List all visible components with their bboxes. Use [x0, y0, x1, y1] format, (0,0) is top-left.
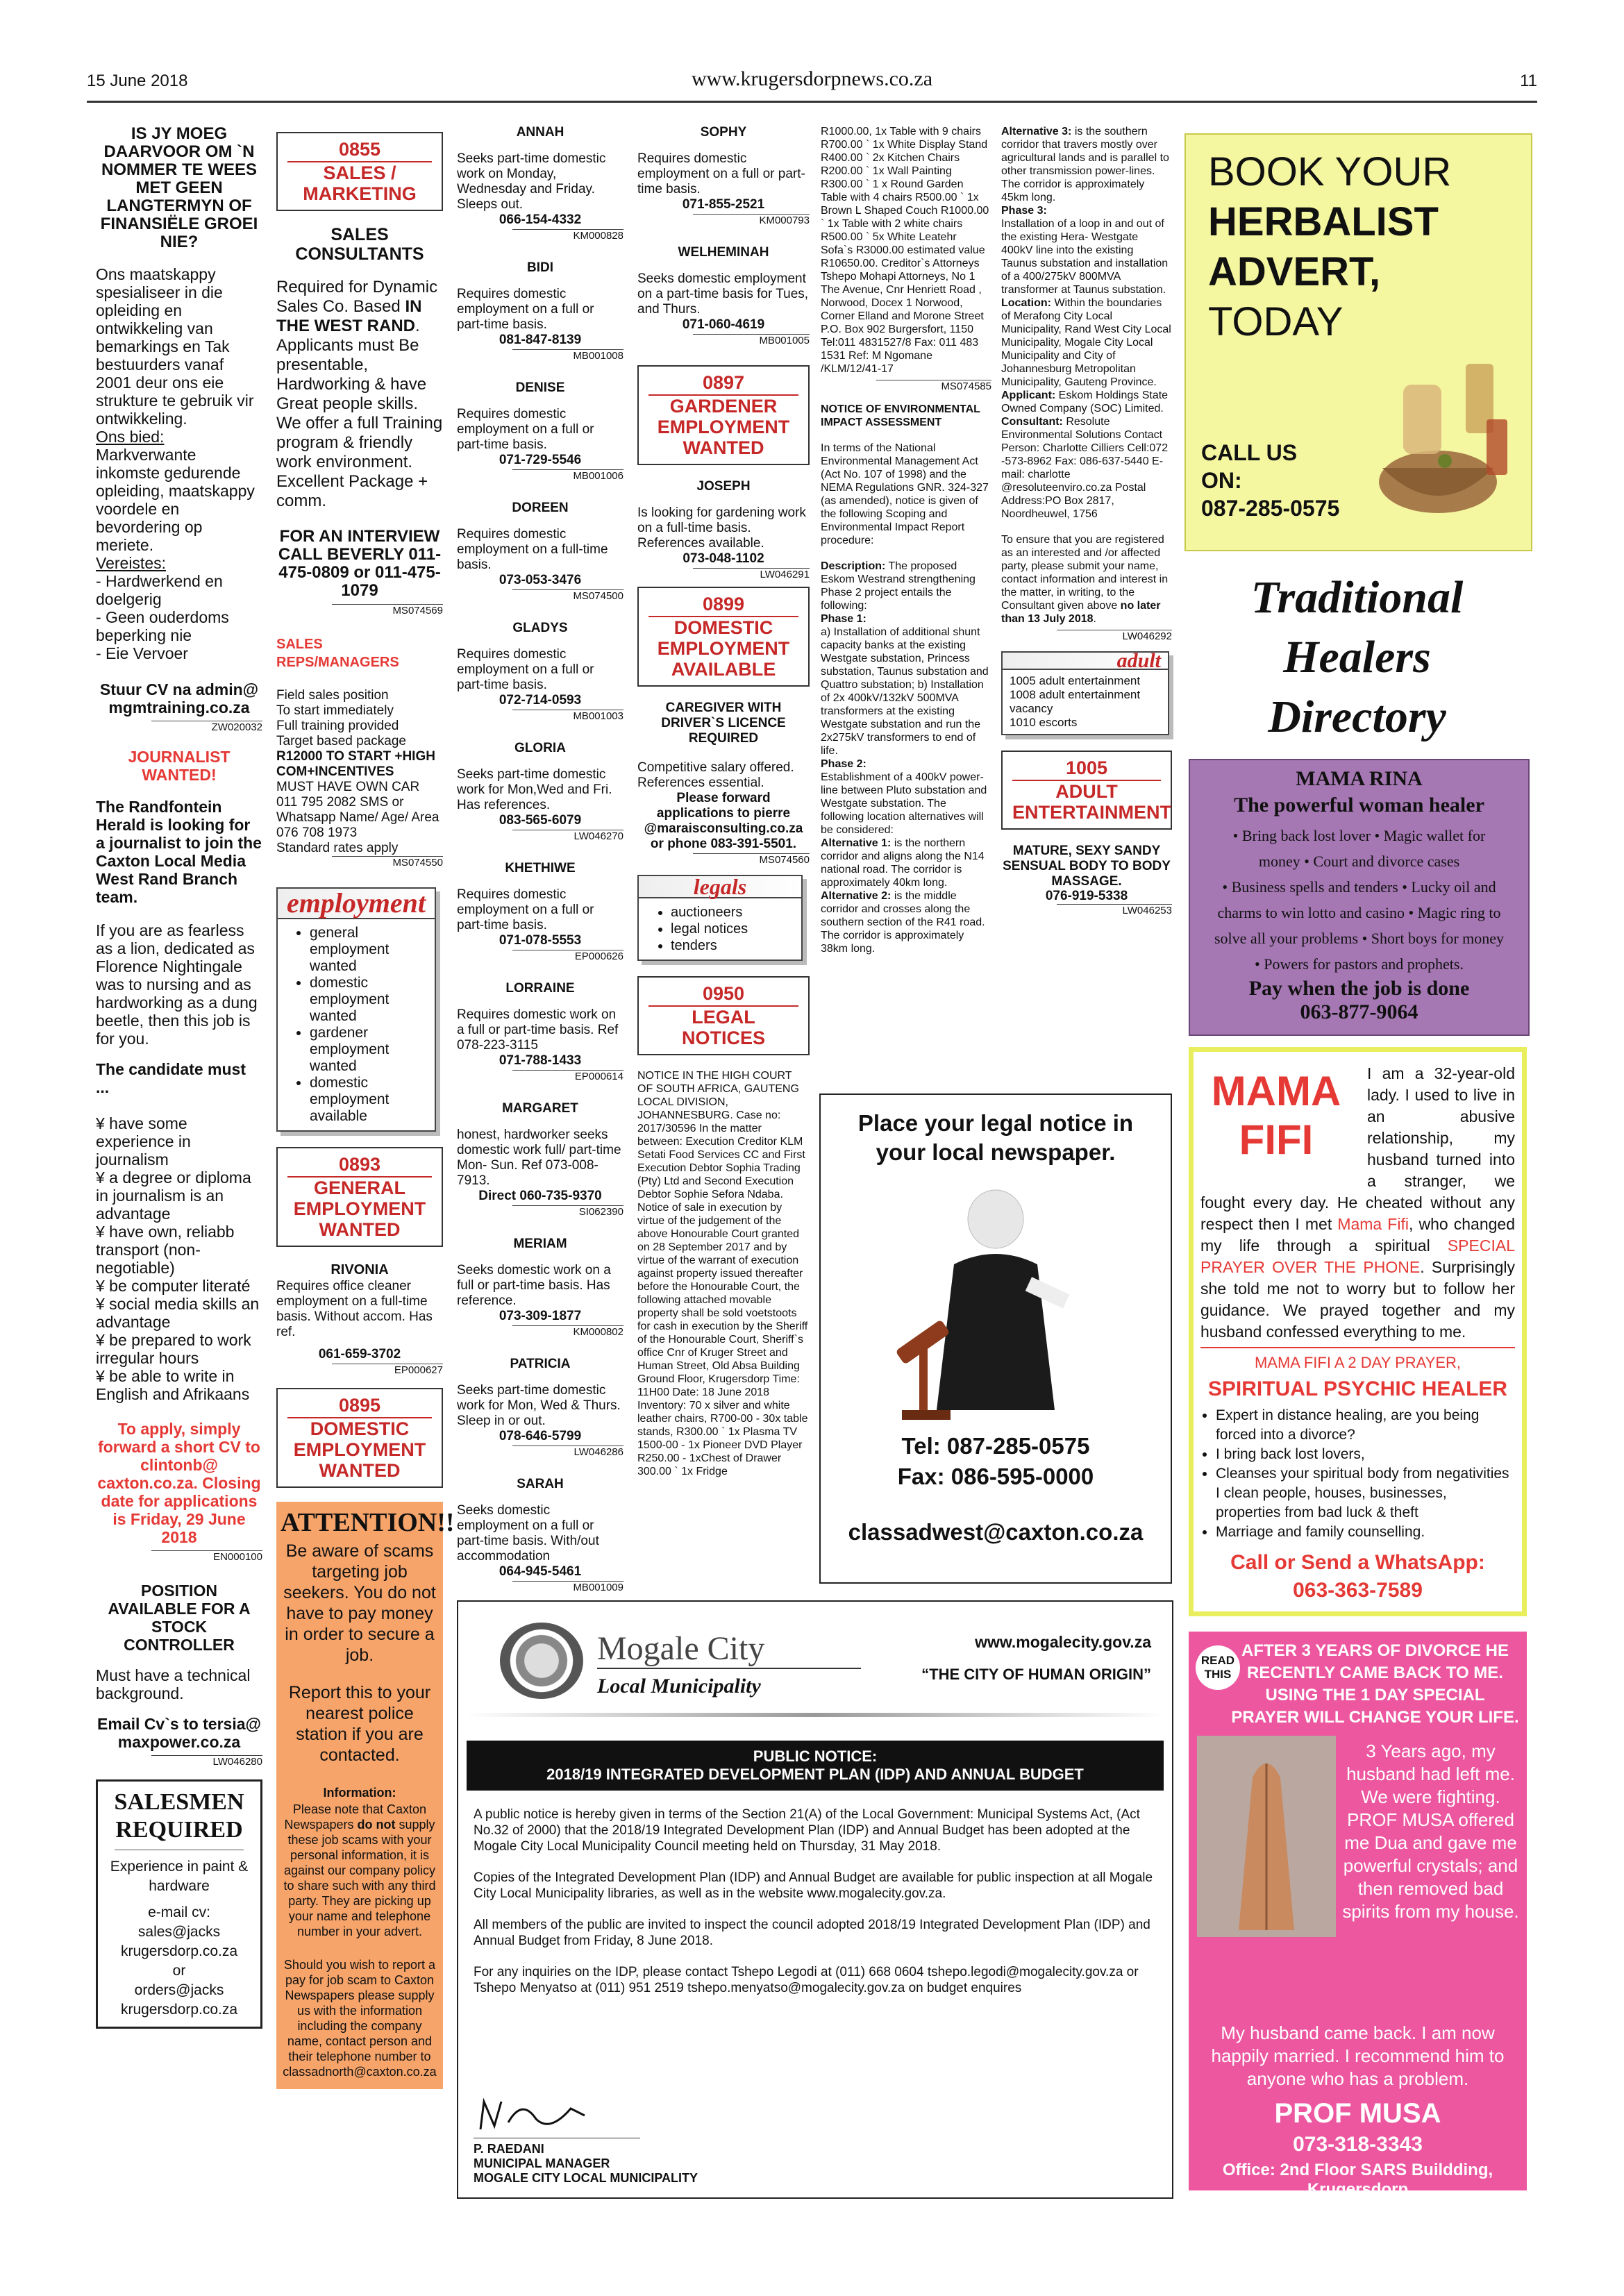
employment-index	[276, 887, 436, 1132]
index-item[interactable]: • domestic employment wanted	[310, 975, 435, 1025]
ad-text: The candidate must ...	[96, 1060, 246, 1096]
ad-heading: Place your legal notice in	[857, 1110, 1134, 1136]
listing-text: Seeks part-time domestic work on Monday, Wednesday and Friday. Sleeps out.	[457, 151, 606, 212]
listing-text: Requires domestic employment on a full-time basis.	[457, 527, 608, 572]
interview-call[interactable]: FOR AN INTERVIEW CALL BEVERLY 011- 475-0809 or 011-475-1079	[278, 527, 442, 600]
ad-ref: MB001005	[693, 334, 810, 347]
pay-line: Pay when the job is done	[1248, 977, 1470, 1000]
site-url[interactable]: www.krugersdorpnews.co.za	[691, 67, 933, 90]
ad-ref: MS074560	[693, 853, 810, 866]
category-number: 0855	[338, 139, 381, 160]
contact-email[interactable]: orders@jacks krugersdorp.co.za	[120, 1982, 238, 2018]
listing-name: SOPHY	[700, 125, 747, 140]
testimonial-text: 3 Years ago, my husband had left me. We were fighting. PROF MUSA offered me Dua and gave me powerful crystals; and then removed bad spirits from my house.	[1342, 1741, 1519, 1922]
listing-name: WELHEMINAH	[678, 245, 769, 260]
listing-name: DOREEN	[512, 501, 569, 515]
listing-text: Requires domestic work on a full or part-time basis. Ref 078-223-3115	[457, 1007, 619, 1053]
municipality-slogan: “THE CITY OF HUMAN ORIGIN”	[921, 1666, 1151, 1683]
service-line: charms to win lotto and casino • Magic ring to	[1217, 904, 1501, 921]
listing-phone[interactable]: 073-053-3476	[499, 573, 582, 587]
list-item: ¥ be computer literaté	[96, 1277, 251, 1295]
category-label: LEGAL NOTICES	[648, 1005, 798, 1048]
index-item[interactable]: 1008 adult entertainment vacancy	[1010, 688, 1141, 715]
listing-item	[457, 260, 623, 362]
ad-text: Experience in paint & hardware	[110, 1859, 249, 1894]
category-number: 0897	[702, 372, 745, 393]
page-header	[87, 66, 1537, 103]
listing-name: MARGARET	[502, 1101, 578, 1116]
ad-text: MUST HAVE OWN CAR	[276, 780, 420, 794]
ad-ref: KM000793	[693, 214, 810, 227]
ad-ref: MS074550	[332, 856, 443, 869]
listing-phone[interactable]: 071-060-4619	[682, 317, 765, 332]
subheading: Vereistes:	[96, 554, 166, 572]
category-label: GARDENER EMPLOYMENT WANTED	[648, 394, 798, 458]
herbal-bottles-icon	[1362, 343, 1521, 523]
mama-fifi-ad	[1189, 1047, 1527, 1616]
ad-text: Target based package	[276, 734, 406, 748]
contact-phone[interactable]: 073-318-3343	[1293, 2133, 1423, 2156]
listing-name: DENISE	[515, 380, 565, 395]
service-line: money • Court and divorce cases	[1258, 853, 1460, 870]
category-label: DOMESTIC EMPLOYMENT AVAILABLE	[648, 616, 798, 680]
listing-item	[637, 125, 810, 227]
domestic-listings	[637, 125, 810, 347]
service-line: • Powers for pastors and prophets.	[1255, 955, 1464, 973]
ad-text: The Randfontein Herald is looking for a journalist to join the Caxton Local Media West Rand Branch team.	[96, 798, 262, 906]
municipality-url[interactable]: www.mogalecity.gov.za	[975, 1633, 1151, 1651]
notice-paragraph: For any inquiries on the IDP, please contact Tshepo Legodi at (011) 668 0604 tshepo.legodi@mogalecity.gov.za or Tshepo Menyatso at (011) 951 2519 tshepo.menyatso@mogalecity.gov.za on budget enquires	[474, 1965, 1139, 1995]
notice-paragraph: Copies of the Integrated Development Plan (IDP) and Annual Budget are available for public inspection at all Mogale City Local Municipality libraries, as well as in the website www.mogalecity.gov.za.	[474, 1870, 1153, 1901]
listing-phone[interactable]: 083-565-6079	[499, 813, 582, 828]
ad-text-bold: IN THE WEST RAND	[276, 297, 422, 335]
notice-label: Location:	[1001, 297, 1051, 309]
ad-text: Full training provided	[276, 719, 399, 733]
listing-name: ANNAH	[516, 125, 564, 140]
ad-ref: LW046292	[1057, 630, 1172, 643]
notice-label: Alternative 3:	[1001, 126, 1072, 137]
signatory-name: P. RAEDANI	[474, 2142, 544, 2156]
category-label: ADULT ENTERTAINMENT	[1012, 781, 1171, 823]
subheading: Ons bied:	[96, 428, 165, 446]
deadline: no later than 13 July 2018	[1001, 600, 1161, 625]
notice-text: In terms of the National Environmental Management Act (Act No. 107 of 1998) and the NEMA Regulations GNR. 324-327 (as amended), notice is given of the following Scoping and Environmental Impact Report procedure:	[821, 442, 989, 546]
category-box-0950	[637, 976, 810, 1055]
notice-text: is the northern corridor and aligns along the N14 national road. The corridor is approximately 40km long.	[821, 837, 985, 889]
testimonial-highlight: SPECIAL PRAYER OVER THE PHONE	[1200, 1237, 1515, 1276]
listing-phone[interactable]: 071-078-5553	[499, 933, 582, 948]
signatory-title: MUNICIPAL MANAGER	[474, 2156, 610, 2170]
ad-ref: LW046253	[1057, 904, 1172, 917]
testimonial-text: , who changed my life through a spiritual	[1200, 1215, 1515, 1255]
listing-text: Seeks domestic employment on a full or part-time basis. With/out accommodation	[457, 1503, 599, 1564]
directory-title-line: Healers	[1283, 632, 1431, 682]
ad-ref: EP000614	[512, 1070, 623, 1083]
apply-info[interactable]: To apply, simply forward a short CV to clintonb@ caxton.co.za. Closing date for applications is Friday, 29 June 2018	[97, 1420, 261, 1546]
prof-musa-ad	[1189, 1632, 1527, 2199]
contact-email[interactable]: classadwest@caxton.co.za	[848, 1519, 1144, 1545]
list-item: ¥ be able to write in English and Afrikaans	[96, 1367, 250, 1403]
healers-directory-title	[1184, 568, 1530, 747]
list-item: ¥ a degree or diploma in journalism is an advantage	[96, 1168, 251, 1223]
ad-ref: EP000626	[512, 950, 623, 963]
ad-text: Field sales position	[276, 688, 389, 703]
legals-index	[637, 875, 803, 961]
court-notice-cont: R1000.00, 1x Table with 9 chairs R700.00 ` 1x White Display Stand R400.00 ` 2x Kitchen Chairs R200.00 ` 1x Wall Painting R300.00 ` 1 x Round Garden Table with 4 chairs R500.00 ` 1x Brown L Shaped Couch R1000.00 ` 1x Table with 2 white chairs R500.00 ` 5x White Leatehr Sofa`s R3000.00 estimated value R10650.00. Creditor`s Attorneys Tshepo Mohapi Attorneys, No 1 The Avenue, Cnr Henriett Road , Norwood, Docex 1 Norwood, Corner Elland and Morone Street P.O. Box 902 Burgersfort, 1150 Tel:011 4831527/8 Fax: 011 483 1531 Ref: M Ngomane /KLM/12/41-17	[821, 126, 989, 375]
attention-title: ATTENTION!!	[281, 1508, 455, 1537]
ad-text: Report this to your nearest police station if you are contacted.	[288, 1683, 431, 1765]
listing-text: Seeks domestic employment on a part-time basis for Tues, and Thurs.	[637, 271, 809, 317]
badge-text: READ	[1200, 1654, 1235, 1667]
ad-ref: MB001003	[512, 710, 623, 723]
contact-phone[interactable]: 063-877-9064	[1300, 1000, 1418, 1023]
list-item: - Geen ouderdoms beperking nie	[96, 608, 229, 644]
ad-text: Markverwante inkomste gedurende opleiding, maatskappy voordele en bevordering op meriete.	[96, 446, 255, 554]
notice-text: To ensure that you are registered as an interested and /or affected party, please submit your name, contact information and interest in the matter, in writing, to the Consultant given above	[1001, 534, 1169, 612]
notice-paragraph: All members of the public are invited to inspect the council adopted 2018/19 Integrated Development Plan (IDP) and Annual Budget from Friday, 8 June 2018.	[474, 1918, 1150, 1948]
list-item: - Hardwerkend en doelgerig	[96, 572, 223, 608]
contact-phone[interactable]: 087-285-0575	[1201, 496, 1340, 521]
domestic-listings	[457, 125, 623, 1594]
ad-heading: CAREGIVER WITH DRIVER`S LICENCE REQUIRED	[661, 701, 786, 746]
ad-ref: SI062390	[512, 1205, 623, 1218]
ad-text: e-mail cv:	[148, 1904, 210, 1920]
office-address: Office: 2nd Floor SARS Buildding, Krugersdorp	[1222, 2161, 1493, 2199]
signatory-org: MOGALE CITY LOCAL MUNICIPALITY	[474, 2171, 698, 2185]
notice-text: is the middle corridor and crosses along the southern section of the R41 road. The corridor is approximately 38km long.	[821, 890, 985, 955]
category-label: GENERAL EMPLOYMENT WANTED	[287, 1176, 432, 1240]
listing-phone[interactable]: 071-788-1433	[499, 1053, 582, 1068]
salesmen-title: SALESMEN REQUIRED	[114, 1789, 244, 1843]
ad-ref: MS074569	[332, 604, 443, 617]
mama-rina-ad	[1189, 759, 1530, 1036]
category-number: 0893	[338, 1154, 381, 1175]
category-number: 0895	[338, 1395, 381, 1416]
listing-text: Requires office cleaner employment on a full-time basis. Without accom. Has ref.	[276, 1279, 433, 1339]
listing-phone[interactable]: 073-309-1877	[499, 1309, 582, 1323]
ad-ref: EN000100	[151, 1550, 262, 1564]
contact-fax: Fax: 086-595-0000	[897, 1464, 1094, 1489]
testimonial-text: I am a 32-year-old lady. I used to live in an abusive relationship, my husband turned into a stranger, we fought every day. He cheated without any respect then I met	[1200, 1064, 1515, 1233]
listing-item	[457, 125, 623, 242]
ad-line: HERBALIST	[1208, 199, 1439, 244]
category-box-0899	[637, 587, 810, 687]
ad-ref: MS074500	[512, 589, 623, 603]
notice-label: Description:	[821, 560, 886, 572]
notice-text: Eskom Holdings State Owned Company (SOC) Limited.	[1001, 389, 1169, 414]
listing-item	[457, 1357, 623, 1459]
notice-text: .	[1093, 613, 1096, 625]
service-item: • Marriage and family counselling.	[1216, 1523, 1515, 1542]
contact-email[interactable]: Please forward applications to pierre @maraisconsulting.co.za or phone 083-391-5501.	[644, 791, 803, 851]
listing-name: MERIAM	[513, 1237, 567, 1251]
herbalist-ad	[1184, 133, 1532, 551]
ad-heading: SALES CONSULTANTS	[295, 225, 424, 264]
ad-text: Competitive salary offered. References essential.	[637, 760, 794, 790]
listing-item	[457, 621, 623, 723]
public-notice-bar	[467, 1741, 1164, 1791]
contact-phone[interactable]: Tel: 087-285-0575	[901, 1433, 1090, 1459]
list-item: - Eie Vervoer	[96, 644, 188, 662]
ad-ref: MB001009	[512, 1581, 623, 1594]
index-item[interactable]: • tenders	[671, 937, 801, 954]
notice-label: Alternative 2:	[821, 890, 891, 902]
listing-phone[interactable]: 064-945-5461	[499, 1564, 582, 1579]
notice-paragraph: A public notice is hereby given in terms of the Section 21(A) of the Local Government: Municipal Systems Act, (Act No.32 of 2000) that the 2018/19 Integrated Development Plan (IDP) and Annual Budget has been adopted at the Mogale City Local Municipality Council meeting held on Thursday, 31 May 2018.	[474, 1807, 1140, 1854]
column-6	[1001, 125, 1172, 1090]
column-3	[457, 125, 623, 1593]
index-item[interactable]: 1005 adult entertainment	[1010, 674, 1141, 687]
healer-name: PROF MUSA	[1274, 2098, 1441, 2129]
ad-ref: ZW020032	[151, 721, 262, 734]
index-item[interactable]: • general employment wanted	[310, 925, 435, 975]
legal-notice-ad	[819, 1093, 1172, 1584]
listing-text: Requires domestic employment on a full or part-time basis.	[637, 151, 805, 196]
listing-text: Requires domestic employment on a full or part-time basis.	[457, 407, 594, 452]
ad-ref: KM000802	[512, 1325, 623, 1339]
mogale-logo	[500, 1623, 583, 1699]
legals-heading: legals	[639, 876, 801, 898]
badge-text: THIS	[1204, 1668, 1232, 1681]
contact-phone[interactable]: 063-363-7589	[1293, 1579, 1423, 1602]
listing-phone[interactable]: 073-048-1102	[683, 551, 764, 566]
contact-email[interactable]: sales@jacks krugersdorp.co.za	[120, 1924, 238, 1959]
notice-label: Phase 3:	[1001, 205, 1047, 217]
listing-name: GLORIA	[514, 741, 566, 755]
notice-text: Resolute Environmental Solutions Contact Person: Charlotte Cilliers Cell:072 -573-8962 Fax: 086-637-5440 E-mail: charlotte @resoluteenviro.co.za Postal Address:PO Box 2817, Noordheuwel, 1756	[1001, 416, 1169, 520]
listing-phone[interactable]: 061-659-3702	[318, 1347, 401, 1361]
healer-name: MAMA	[1211, 1068, 1341, 1114]
listing-phone[interactable]: Direct 060-735-9370	[478, 1189, 602, 1203]
notice-text: is the southern corridor that travers mostly over agricultural lands and is parallel to other transmission power-lines. The corridor is approximately 45km long.	[1001, 126, 1169, 203]
ad-line: TODAY	[1208, 299, 1343, 344]
notice-text: a) Installation of additional shunt capacity banks at the existing Westgate substation, Princess substation, Taunus substation and Quattro substation; b) Installation of 2x 400kV/132kV 500MVA transformers at the existing Westgate substation and run the 2x275kV transformers to end of life.	[821, 626, 989, 757]
listing-text: Requires domestic employment on a full or part-time basis.	[457, 887, 594, 932]
listing-text: Requires domestic employment on a full or part-time basis.	[457, 287, 594, 332]
journalist-heading: JOURNALIST WANTED!	[128, 748, 231, 784]
notice-text: The proposed Eskom Westrand strengthening Phase 2 project entails the following:	[821, 560, 976, 612]
category-box-0893	[276, 1147, 443, 1247]
listing-name: BIDI	[527, 260, 553, 275]
list-item: ¥ have some experience in journalism	[96, 1114, 191, 1168]
listing-name: LORRAINE	[505, 981, 575, 996]
contact-phone[interactable]: 011 795 2082 SMS or Whatsapp Name/ Age/ Area 076 708 1973	[276, 795, 440, 840]
signature-icon	[474, 2095, 592, 2136]
category-box-1005	[1001, 751, 1172, 830]
notice-label: Phase 2:	[821, 758, 867, 770]
ad-text: Be aware of scams targeting job seekers. You do not have to pay money in order to secure a job.	[283, 1541, 436, 1665]
mogale-city-notice	[457, 1600, 1173, 2199]
listing-item	[457, 380, 623, 483]
listing-item	[457, 1101, 623, 1218]
column-1	[96, 125, 262, 2236]
listing-phone[interactable]: 066-154-4332	[499, 212, 582, 227]
ad-text: To start immediately	[276, 703, 394, 718]
index-item[interactable]: • gardener employment wanted	[310, 1025, 435, 1075]
ad-ref: EP000627	[332, 1364, 443, 1377]
listing-phone[interactable]: 071-729-5546	[499, 453, 582, 467]
listing-name: JOSEPH	[696, 479, 751, 494]
adult-heading: adult	[1003, 653, 1168, 670]
category-label: SALES / MARKETING	[287, 161, 432, 204]
contact-email[interactable]: Stuur CV na admin@ mgmtraining.co.za	[99, 680, 259, 717]
directory-title-line: Directory	[1268, 692, 1446, 742]
issue-date: 15 June 2018	[87, 72, 188, 90]
notice-title: PUBLIC NOTICE:	[753, 1748, 878, 1765]
index-item[interactable]: • domestic employment available	[310, 1075, 435, 1125]
listing-item	[457, 981, 623, 1083]
notice-subtitle: 2018/19 INTEGRATED DEVELOPMENT PLAN (IDP) AND ANNUAL BUDGET	[546, 1766, 1084, 1783]
healer-title: SPIRITUAL PSYCHIC HEALER	[1207, 1377, 1508, 1400]
ad-text: Please note that Caxton Newspapers	[284, 1802, 427, 1832]
prayer-line: MAMA FIFI A 2 DAY PRAYER,	[1254, 1354, 1462, 1371]
listing-item	[637, 245, 810, 347]
category-box-0855	[276, 132, 443, 211]
notice-text: Establishment of a 400kV power-line between Pluto substation and Westgate substation. The following location alternatives will be considered:	[821, 771, 987, 836]
notice-text: Within the boundaries of Merafong City Local Municipality, Rand West City Local Municipality, Mogale City Local Municipality and City of Johannesburg Metropolitan Municipality, Gauteng Province.	[1001, 297, 1171, 388]
ad-text-bold: do not	[357, 1818, 396, 1832]
testimonial-text: My husband came back. I am now happily married. I recommend him to anyone who has a problem.	[1211, 2022, 1505, 2089]
salesmen-ad	[96, 1779, 262, 2029]
listing-item	[457, 741, 623, 843]
testimonial-text: . Surprisingly she told me not to worry but to follow her guidance. We prayed together and my husband confessed everything to me.	[1200, 1258, 1516, 1341]
listing-text: Seeks domestic work on a full or part-time basis. Has reference.	[457, 1263, 611, 1308]
category-box-0897	[637, 365, 810, 465]
listing-phone[interactable]: 081-847-8139	[499, 333, 582, 347]
category-number: 0950	[702, 983, 745, 1004]
service-line: • Bring back lost lover • Magic wallet for	[1232, 827, 1486, 844]
listing-name: MATURE, SEXY SANDY SENSUAL BODY TO BODY MASSAGE.	[1003, 844, 1171, 889]
praying-hands-icon	[1197, 1736, 1336, 1937]
ad-text: Required for Dynamic Sales Co. Based	[276, 278, 438, 316]
position-heading: POSITION AVAILABLE FOR A STOCK CONTROLLER	[108, 1582, 251, 1654]
ad-heading: AFTER 3 YEARS OF DIVORCE HE RECENTLY CAME BACK TO ME. USING THE 1 DAY SPECIAL PRAYER WILL CHANGE YOUR LIFE.	[1231, 1641, 1519, 1727]
list-item: ¥ social media skills an advantage	[96, 1295, 260, 1331]
listing-text: Seeks part-time domestic work for Mon,Wed and Fri. Has references.	[457, 767, 612, 812]
ad-text: Must have a technical background.	[96, 1666, 251, 1702]
ad-ref: LW046280	[151, 1755, 262, 1768]
listing-phone[interactable]: 071-855-2521	[682, 197, 765, 212]
listing-text: Is looking for gardening work on a full-time basis. References available.	[637, 505, 806, 551]
listing-item	[457, 861, 623, 963]
listing-phone[interactable]: 076-919-5338	[1045, 889, 1128, 903]
healer-name: MAMA RINA	[1296, 767, 1423, 790]
category-number: 1005	[1065, 757, 1108, 778]
service-item: • I bring back lost lovers,	[1216, 1445, 1515, 1464]
attention-scam-ad	[276, 1502, 455, 2089]
notice-label: Consultant:	[1001, 416, 1063, 428]
notice-label: Alternative 1:	[821, 837, 891, 849]
listing-name: KHETHIWE	[505, 861, 576, 875]
ad-ref: LW046291	[693, 568, 810, 581]
ad-text: or	[172, 1963, 186, 1979]
ad-text[interactable]: Should you wish to report a pay for job scam to Caxton Newspapers please supply us with the information including the company name, contact person and their telephone number to classadnorth@caxton.co.za	[283, 1958, 437, 2079]
contact-email[interactable]: Email Cv`s to tersia@ maxpower.co.za	[97, 1715, 261, 1751]
ad-text-bold: R12000 TO START +HIGH COM+INCENTIVES	[276, 749, 435, 779]
ad-ref: MB001006	[512, 469, 623, 483]
employment-heading: employment	[278, 889, 435, 919]
index-item[interactable]: • legal notices	[671, 921, 801, 937]
listing-name: SARAH	[517, 1477, 564, 1491]
court-notice: NOTICE IN THE HIGH COURT OF SOUTH AFRICA, GAUTENG LOCAL DIVISION, JOHANNESBURG. Case no: 2017/30596 In the matter between: Execution Creditor KLM Setati Food Services CC and First Execution Debtor Sophia Trading (Pty) Ltd and Second Execution Debtor Sophie Sefora Ndaba. Notice of sale in execution by virtue of the judgement of the above Honourable Court granted on 28 September 2017 and by virtue of the warrant of execution against property issued thereafter before the Honourable Court, the following attached movable property shall be sold voetstoots for cash in execution by the Sheriff of the Honourable Court, Sheriff`s office Cnr of Kruger Street and Human Street, Old Absa Building Ground Floor, Krugersdorp Time: 11H00 Date: 18 June 2018 Inventory: 70 x silver and white leather chairs, R700-00 - 30x table stands, R300.00 ` 1x Plasma TV 1500-00 - 1x Pioneer DVD Player R250.00 - 1xChest of Drawer 300.00 ` 1x Fridge	[637, 1070, 808, 1477]
service-line: • Business spells and tenders • Lucky oil and	[1222, 878, 1496, 896]
ad-line: CALL US	[1201, 440, 1298, 465]
ad-heading: SALES REPS/MANAGERS	[276, 637, 399, 670]
adult-index	[1001, 651, 1169, 735]
ad-ref: MS074585	[876, 380, 991, 393]
municipality-name: Mogale City	[597, 1630, 765, 1667]
ad-ref: KM000828	[512, 229, 623, 242]
ad-text: . Applicants must Be presentable, Hardworking & have Great people skills. We offer a full Training program & friendly work environment. Excellent Package + comm.	[276, 317, 443, 510]
listing-item	[457, 501, 623, 603]
ad-text: If you are as fearless as a lion, dedicated as Florence Nightingale was to nursing and as hardworking as a dung beetle, then this job is for you.	[96, 921, 258, 1048]
index-item[interactable]: 1010 escorts	[1010, 716, 1078, 729]
listing-name: PATRICIA	[510, 1357, 571, 1371]
category-box-0895	[276, 1388, 443, 1488]
healer-sub: The powerful woman healer	[1234, 794, 1484, 816]
listing-text: Seeks part-time domestic work for Mon, Wed & Thurs. Sleep in or out.	[457, 1383, 621, 1428]
ad-ref: MB001008	[512, 349, 623, 362]
healer-name: FIFI	[1239, 1116, 1314, 1163]
ad-ref: LW046286	[512, 1446, 623, 1459]
listing-text: honest, hardworker seeks domestic work full/ part-time Mon- Sun. Ref 073-008-7913.	[457, 1128, 621, 1188]
ad-subheading: Information:	[323, 1786, 396, 1800]
column-5	[821, 125, 991, 1076]
category-label: DOMESTIC EMPLOYMENT WANTED	[287, 1417, 432, 1481]
service-item: • Cleanses your spiritual body from negativities I clean people, houses, businesses, properties from bad luck & theft	[1216, 1464, 1515, 1523]
judge-figure-icon	[881, 1181, 1110, 1424]
ad-heading-afrikaans: IS JY MOEG DAARVOOR OM `N NOMMER TE WEES MET GEEN LANGTERMYN OF FINANSIËLE GROEI NIE?	[100, 124, 258, 251]
listing-item	[457, 1477, 623, 1594]
notice-text: Installation of a loop in and out of the existing Hera- Westgate 400kV line into the existing Taunus substation and installation of a 400/275kV 800MVA transformer at Taunus substation.	[1001, 218, 1169, 296]
listing-text: Requires domestic employment on a full or part-time basis.	[457, 647, 594, 692]
ad-text: Standard rates apply	[276, 841, 399, 855]
testimonial-name: Mama Fifi	[1337, 1215, 1409, 1233]
ad-heading: your local newspaper.	[876, 1139, 1116, 1165]
service-item: • Expert in distance healing, are you being forced into a divorce?	[1216, 1406, 1515, 1445]
municipality-sub: Local Municipality	[597, 1675, 761, 1698]
list-item: ¥ be prepared to work irregular hours	[96, 1331, 251, 1367]
page-number: 11	[1520, 72, 1537, 90]
service-line: solve all your problems • Short boys for money	[1214, 930, 1505, 947]
directory-title-line: Traditional	[1250, 572, 1464, 623]
listing-name: GLADYS	[512, 621, 568, 635]
column-2	[276, 125, 455, 2236]
column-4	[637, 125, 810, 1597]
list-item: ¥ have own, reliabb transport (non-negotiable)	[96, 1223, 235, 1277]
listing-item	[457, 1237, 623, 1339]
ad-text: supply these job scams with your personal information, it is against our company policy to share such with any third party. They are picking up your name and telephone number in your advert.	[283, 1818, 436, 1938]
index-item[interactable]: • auctioneers	[671, 904, 801, 921]
notice-label: Phase 1:	[821, 613, 867, 625]
ad-text: Ons maatskappy spesialiseer in die opleiding en ontwikkeling van bemarkings en Tak bestuurders vanaf 2001 deur ons eie strukture te gebruik vir ontwikkeling.	[96, 265, 254, 428]
whatsapp-line: Call or Send a WhatsApp:	[1230, 1551, 1485, 1574]
listing-phone[interactable]: 078-646-5799	[499, 1429, 582, 1443]
ad-line: ON:	[1201, 468, 1242, 493]
category-number: 0899	[702, 594, 745, 614]
notice-heading: NOTICE OF ENVIRONMENTAL IMPACT ASSESSMENT	[821, 403, 980, 428]
ad-ref: LW046270	[512, 830, 623, 843]
ad-line: BOOK YOUR	[1208, 149, 1452, 194]
notice-label: Applicant:	[1001, 389, 1056, 401]
listing-name: RIVONIA	[330, 1262, 389, 1277]
ad-line: ADVERT,	[1208, 249, 1381, 294]
listing-phone[interactable]: 072-714-0593	[499, 693, 582, 707]
